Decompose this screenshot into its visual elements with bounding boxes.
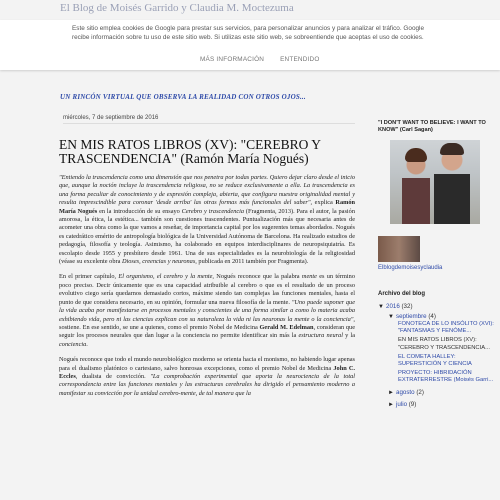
archive-month-julio[interactable] <box>388 401 496 409</box>
opening-quote: "Entiendo la trascendencia como una dimensión que nos penetra por todas partes. Quiero dejar claro desde el inicio que, aunque la noción incluye la trascendencia religiosa, no se reduce exclusivamente a ella. La trascendencia es una forma peculiar de conocimiento y de expresión compleja, abierta, que configura nuestra originalidad mental y resulta imprescindible para coronar 'desde arriba' las otras formas más funcionales del saber" <box>59 174 355 207</box>
text: y la <box>342 332 356 340</box>
person-figure <box>402 152 430 224</box>
paragraph-1 <box>59 174 355 266</box>
person-figure <box>434 146 470 224</box>
text: . <box>86 340 88 348</box>
authors-photo <box>390 140 480 224</box>
triangle-down-icon[interactable]: ▼ <box>388 314 394 320</box>
text: En el primer capítulo, <box>59 273 119 281</box>
paragraph-3 <box>59 356 355 398</box>
archive-post-link[interactable]: FONOTECA DE LO INSÓLITO (XVI): "FANTASMAS Y FENÓME... <box>398 321 494 335</box>
text: , publicada en 2011 también por Fragmenta). <box>195 258 309 266</box>
book-title: Dioses, creencias y neuronas <box>121 258 196 266</box>
person-hair <box>440 143 464 155</box>
cookie-notice-text: Este sitio emplea cookies de Google para prestar sus servicios, para personalizar anuncios y para analizar el tráfico. Google recibe información sobre tu uso de este sitio web. Si utilizas este sitio web, se sobreentiende que aceptas el uso de cookies. <box>72 25 425 41</box>
profile-link[interactable]: Elblogdemoisesyclaudia <box>378 265 443 271</box>
archive-year-2016[interactable] <box>378 303 496 311</box>
text: (Fragmenta, 2013). Para el autor, la pasión amorosa, la ética, la estética... también son cuestiones trascendentes. Puntualización más que necesaria antes de acometer una obra como la que vamos a reseñar, de importancia capital por los sugerentes temas abordados. Nogués es catedrático emérito de antropología biológica de la Universidad Autónoma de Barcelona. Ha realizado estudios de pedagogía, filosofía y teología. Asimismo, ha colaborado en equipos interdisciplinares de neuropsiquiatría. Es escolapio desde 1955 y presbítero desde 1961. Una de sus especialidades es la neurobiología de la religiosidad (véase su excelente obra <box>59 207 355 266</box>
post-body <box>59 174 355 398</box>
month-label[interactable]: agosto <box>396 388 415 396</box>
post-date: miércoles, 7 de septiembre de 2016 <box>63 115 355 124</box>
blog-header-title[interactable]: El Blog de Moisés Garrido y Claudia M. Moctezuma <box>60 2 294 14</box>
archive-heading: Archivo del blog <box>378 291 426 297</box>
text: Nogués reconoce que todo el mundo neurobiológico moderno se orienta hacia el monismo, no habiendo lugar apenas para el dualismo platónico o cartesiano, salvo honrosas excepciones, como el premio Nobel de Medicina <box>59 356 355 372</box>
term: mente <box>301 273 317 281</box>
text: , explica <box>310 199 336 207</box>
archive-post-link[interactable]: EN MIS RATOS LIBROS (XV): "CEREBRO Y TRASCENDENCIA... <box>398 337 490 351</box>
month-label[interactable]: septiembre <box>396 313 427 320</box>
book-title: Cerebro y trascendencia <box>181 207 245 215</box>
main-column <box>55 115 355 405</box>
year-count: (32) <box>401 303 413 310</box>
chapter-title: El organismo, el cerebro y la mente <box>118 273 213 281</box>
post-title[interactable]: EN MIS RATOS LIBROS (XV): "CEREBRO Y TRASCENDENCIA" (Ramón María Nogués) <box>59 137 321 166</box>
blog-archive <box>378 291 496 409</box>
text: , sostiene. En ese sentido, se une a quienes, como el premio Nobel de Medicina <box>59 315 355 331</box>
text: es un término poco preciso. Decir únicamente que es una capacidad atribuible al cerebro o que es el resultado de un proceso evolutivo ciego sería quedarnos demasiado cortos, máxime siendo tan complejas las funciones mentales, hasta el punto de que considera necesario, en su opinión, formular una nueva filosofía de la mente. <box>59 273 355 306</box>
person-hair <box>405 148 427 162</box>
archive-post-link[interactable]: PROYECTO: HIBRIDACIÓN EXTRATERRESTRE (Moisés Garri... <box>398 370 494 384</box>
quote: "Uno puede suponer que la vida acaba por manifestarse en procesos mentales y conscientes de una forma similar a como lo materia acaba exhibiendo vida, pero ni las ciencias explican con su naturaleza la vida ni las neuronas la mente o la conciencia" <box>59 298 355 323</box>
triangle-down-icon[interactable]: ▼ <box>378 304 384 310</box>
month-count: (4) <box>428 313 436 320</box>
text: , consideran que seguir los procesos neurales que dan lugar a la conciencia no permite identificar sin más la <box>59 323 355 340</box>
profile-photo[interactable] <box>378 236 420 262</box>
person-name: Gerald M. Edelman <box>259 323 314 331</box>
person-name: John C. Eccles <box>59 364 355 380</box>
archive-month-septiembre[interactable] <box>388 313 496 321</box>
term: conciencia <box>59 340 87 348</box>
sidebar-quote-heading: "I DON'T WANT TO BELIEVE: I WANT TO KNOW" (Carl Sagan) <box>378 120 486 133</box>
triangle-right-icon[interactable]: ► <box>388 389 394 396</box>
blog-tagline: UN RINCÓN VIRTUAL QUE OBSERVA LA REALIDAD CON OTROS OJOS... <box>60 93 306 101</box>
quote: "La comprobación experimental que aporta la neurociencia de la total correspondencia entre las funciones mentales y las estructuras cerebrales ha dirigido el pensamiento moderno a manifestar su convicción por la unidad cerebro-mente, de tal manera que la <box>59 372 355 397</box>
triangle-right-icon[interactable]: ► <box>388 401 394 408</box>
text: en la introducción de su ensayo <box>97 207 182 215</box>
month-count: (9) <box>408 400 417 408</box>
month-count: (2) <box>416 388 424 396</box>
paragraph-2 <box>59 273 355 349</box>
sidebar <box>378 120 496 409</box>
archive-month-agosto[interactable] <box>388 389 496 397</box>
cookie-actions <box>200 56 334 63</box>
author-name: Ramón María Nogués <box>59 199 355 215</box>
text: , Nogués reconoce que la palabra <box>212 273 302 281</box>
year-label[interactable]: 2016 <box>386 303 400 310</box>
term: estructura neural <box>298 332 343 340</box>
month-label[interactable]: julio <box>396 400 408 408</box>
accept-cookies-button[interactable]: ENTENDIDO <box>280 56 320 63</box>
text: , dualista de convicción. <box>75 372 151 380</box>
more-info-link[interactable]: MÁS INFORMACIÓN <box>200 56 265 63</box>
archive-post-link[interactable]: EL COMETA HALLEY: SUPERSTICIÓN Y CIENCIA <box>398 353 472 368</box>
